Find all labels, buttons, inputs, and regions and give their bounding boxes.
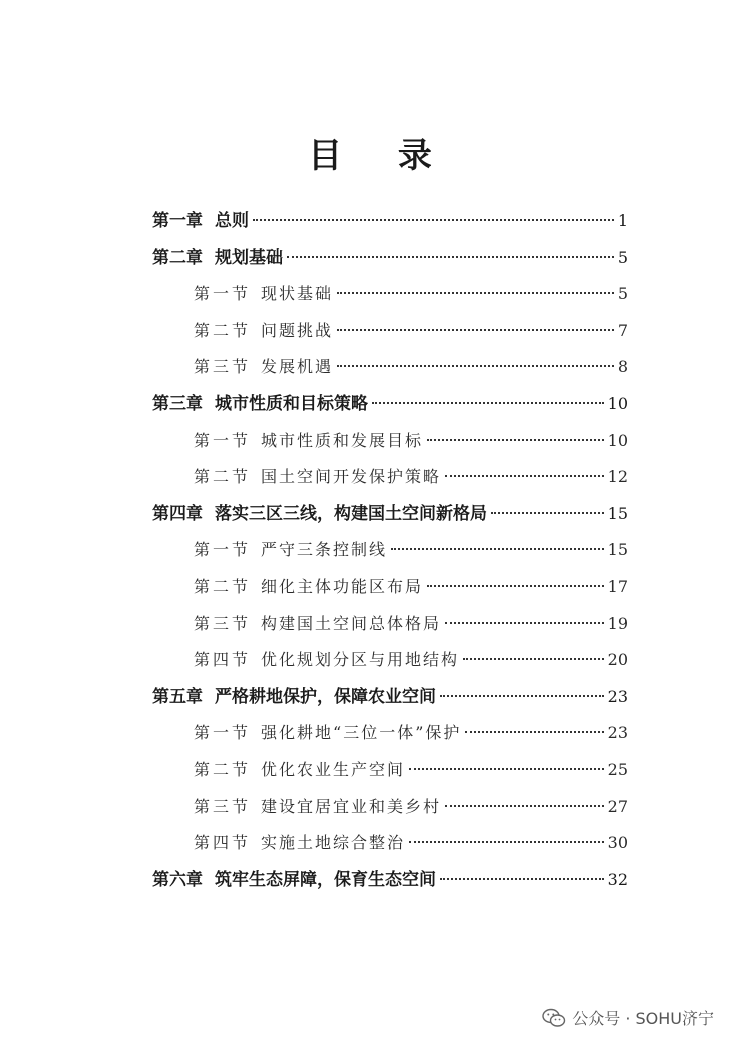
toc-entry-number: 第一节 [194, 540, 252, 560]
toc-entry-title: 构建国土空间总体格局 [261, 613, 442, 633]
toc-entry-title: 优化规划分区与用地结构 [261, 650, 460, 670]
toc-section-entry [152, 349, 628, 386]
wechat-icon [542, 1008, 566, 1028]
toc-chapter-entry [152, 679, 628, 716]
toc-entry-number: 第一节 [194, 284, 252, 304]
toc-section-entry [152, 569, 628, 606]
toc-entry-title: 严守三条控制线 [261, 540, 388, 560]
toc-entry-number: 第二节 [194, 467, 252, 487]
toc-page-number: 1 [617, 211, 628, 230]
table-of-contents [152, 203, 628, 898]
toc-section-entry [152, 825, 628, 862]
toc-page-number: 7 [617, 320, 628, 340]
toc-chapter-entry [152, 496, 628, 533]
toc-page-number: 10 [607, 393, 628, 413]
toc-page-number: 15 [607, 503, 628, 523]
toc-chapter-entry [152, 203, 628, 240]
toc-entry-number: 第三章 [152, 393, 203, 414]
toc-section-entry [152, 423, 628, 460]
toc-entry-title: 强化耕地“三位一体”保护 [261, 723, 462, 743]
toc-entry-title: 优化农业生产空间 [261, 759, 406, 779]
toc-section-entry [152, 459, 628, 496]
page-title: 目 录 [308, 136, 454, 176]
toc-dot-leader [440, 695, 604, 697]
toc-dot-leader [491, 512, 604, 514]
toc-entry-number: 第三节 [194, 796, 252, 816]
toc-entry-title: 总则 [215, 211, 249, 231]
toc-entry-title: 细化主体功能区布局 [261, 576, 424, 596]
toc-page-number: 8 [617, 357, 628, 377]
toc-page-number: 32 [607, 869, 628, 889]
toc-dot-leader [337, 292, 614, 294]
toc-entry-title: 落实三区三线，构建国土空间新格局 [215, 503, 487, 524]
toc-dot-leader [445, 805, 604, 807]
toc-dot-leader [427, 585, 604, 587]
toc-dot-leader [427, 439, 604, 441]
toc-entry-number: 第六章 [152, 869, 203, 890]
toc-dot-leader [409, 841, 604, 843]
toc-chapter-entry [152, 240, 628, 277]
toc-entry-number: 第一节 [194, 723, 252, 743]
toc-chapter-entry [152, 386, 628, 423]
toc-dot-leader [465, 731, 603, 733]
toc-entry-number: 第四章 [152, 503, 203, 524]
toc-section-entry [152, 606, 628, 643]
toc-entry-number: 第五章 [152, 686, 203, 707]
toc-page-number: 10 [607, 430, 628, 450]
toc-chapter-entry [152, 862, 628, 899]
toc-page-number: 30 [607, 833, 628, 853]
toc-page-number: 25 [607, 759, 628, 779]
toc-page-number: 20 [607, 650, 628, 670]
toc-dot-leader [287, 256, 614, 258]
toc-section-entry [152, 532, 628, 569]
toc-dot-leader [253, 219, 614, 221]
toc-entry-number: 第二节 [194, 576, 252, 596]
toc-page-number: 27 [607, 796, 628, 816]
toc-dot-leader [409, 768, 604, 770]
toc-entry-title: 规划基础 [215, 247, 283, 268]
watermark-text: 公众号 · SOHU济宁 [572, 1009, 714, 1028]
toc-entry-title: 实施土地综合整治 [261, 833, 406, 853]
toc-entry-title: 筑牢生态屏障，保育生态空间 [215, 869, 436, 890]
toc-section-entry [152, 789, 628, 826]
toc-dot-leader [445, 475, 604, 477]
toc-entry-title: 城市性质和发展目标 [261, 430, 424, 450]
toc-section-entry [152, 715, 628, 752]
toc-section-entry [152, 642, 628, 679]
toc-page-number: 23 [607, 686, 628, 706]
toc-section-entry [152, 276, 628, 313]
toc-entry-number: 第二章 [152, 247, 203, 268]
toc-dot-leader [463, 658, 604, 660]
toc-entry-number: 第二节 [194, 320, 252, 340]
toc-entry-number: 第一章 [152, 211, 203, 231]
toc-page-number: 5 [617, 284, 628, 304]
toc-entry-title: 国土空间开发保护策略 [261, 467, 442, 487]
toc-section-entry [152, 313, 628, 350]
toc-dot-leader [372, 402, 604, 404]
toc-dot-leader [391, 548, 604, 550]
toc-page-number: 17 [607, 576, 628, 596]
toc-entry-title: 现状基础 [261, 284, 334, 304]
toc-section-entry [152, 752, 628, 789]
toc-entry-number: 第四节 [194, 833, 252, 853]
toc-dot-leader [337, 329, 614, 331]
watermark [542, 1006, 714, 1029]
toc-entry-number: 第一节 [194, 430, 252, 450]
toc-page-number: 15 [607, 540, 628, 560]
toc-page-number: 12 [607, 467, 628, 487]
toc-entry-title: 建设宜居宜业和美乡村 [261, 796, 442, 816]
toc-entry-title: 发展机遇 [261, 357, 334, 377]
toc-dot-leader [445, 622, 604, 624]
toc-entry-number: 第四节 [194, 650, 252, 670]
toc-entry-number: 第二节 [194, 759, 252, 779]
toc-entry-title: 城市性质和目标策略 [215, 393, 368, 414]
toc-dot-leader [337, 365, 614, 367]
toc-entry-number: 第三节 [194, 613, 252, 633]
toc-page-number: 23 [607, 723, 628, 743]
toc-dot-leader [440, 878, 604, 880]
toc-entry-title: 严格耕地保护，保障农业空间 [215, 686, 436, 707]
toc-page-number: 5 [617, 247, 628, 267]
toc-page-number: 19 [607, 613, 628, 633]
toc-entry-title: 问题挑战 [261, 320, 334, 340]
toc-entry-number: 第三节 [194, 357, 252, 377]
